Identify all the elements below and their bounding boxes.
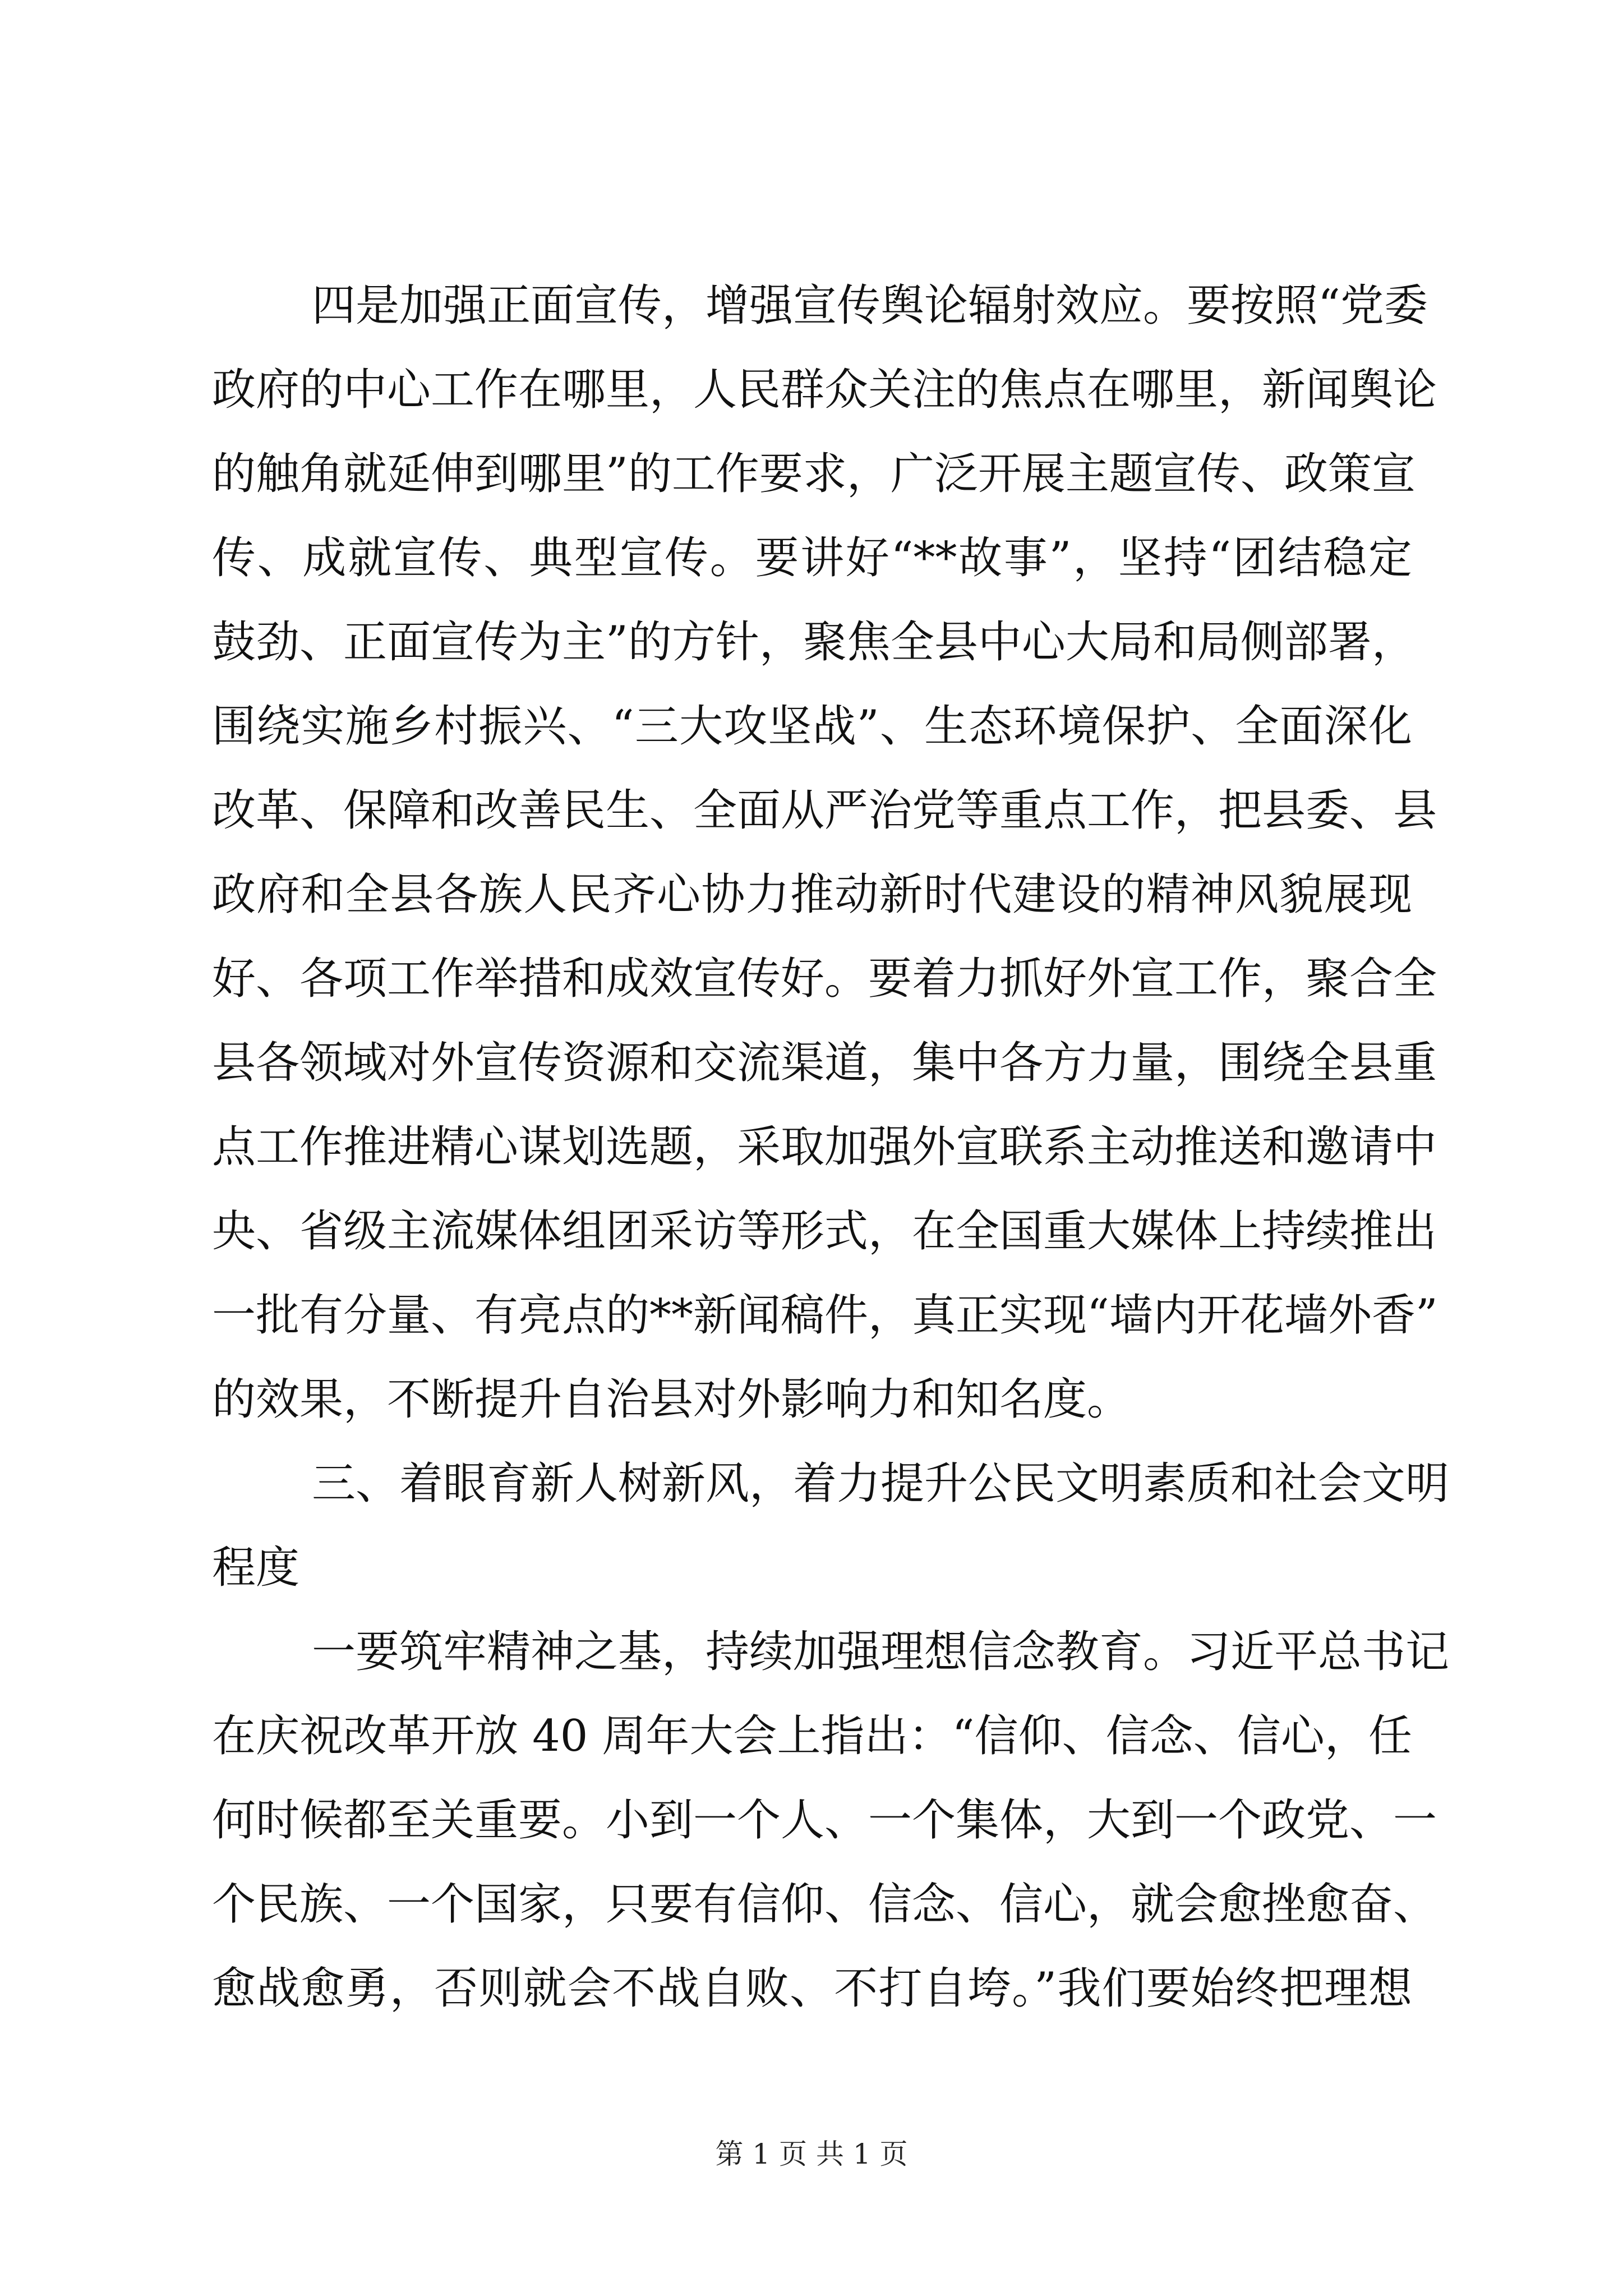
paragraph-line: 改革、保障和改善民生、全面从严治党等重点工作，把县委、县 xyxy=(212,785,1437,836)
paragraph-line: 一要筑牢精神之基，持续加强理想信念教育。习近平总书记 xyxy=(312,1627,1450,1677)
paragraph-line: 在庆祝改革开放 40 周年大会上指出：“信仰、信念、信心，任 xyxy=(212,1711,1412,1761)
paragraph-line: 何时候都至关重要。小到一个人、一个集体，大到一个政党、一 xyxy=(212,1795,1437,1846)
paragraph-line: 传、成就宣传、典型宣传。要讲好“**故事”，坚持“团结稳定 xyxy=(212,533,1412,583)
paragraph-line: 愈战愈勇，否则就会不战自败、不打自垮。”我们要始终把理想 xyxy=(212,1963,1412,2014)
paragraph-line: 央、省级主流媒体组团采访等形式，在全国重大媒体上持续推出 xyxy=(212,1206,1437,1257)
paragraph-line: 个民族、一个国家，只要有信仰、信念、信心，就会愈挫愈奋、 xyxy=(212,1879,1437,1930)
paragraph-line: 的触角就延伸到哪里”的工作要求，广泛开展主题宣传、政策宣 xyxy=(212,449,1415,499)
paragraph-line: 一批有分量、有亮点的**新闻稿件，真正实现“墙内开花墙外香” xyxy=(212,1290,1438,1341)
paragraph-line: 好、各项工作举措和成效宣传好。要着力抓好外宣工作，聚合全 xyxy=(212,954,1437,1004)
paragraph-line: 四是加强正面宣传，增强宣传舆论辐射效应。要按照“党委 xyxy=(312,280,1428,331)
paragraph-line: 县各领域对外宣传资源和交流渠道，集中各方力量，围绕全县重 xyxy=(212,1038,1437,1088)
paragraph-line: 围绕实施乡村振兴、“三大攻坚战”、生态环境保护、全面深化 xyxy=(212,701,1412,752)
page-number-footer: 第 1 页 共 1 页 xyxy=(715,2138,908,2170)
document-body xyxy=(212,264,1450,2031)
paragraph-line: 政府的中心工作在哪里，人民群众关注的焦点在哪里，新闻舆论 xyxy=(212,365,1437,415)
paragraph-line: 点工作推进精心谋划选题，采取加强外宣联系主动推送和邀请中 xyxy=(212,1122,1437,1172)
section-heading-line: 程度 xyxy=(212,1543,300,1593)
paragraph-line: 的效果，不断提升自治县对外影响力和知名度。 xyxy=(212,1374,1131,1425)
section-heading-line: 三、着眼育新人树新风，着力提升公民文明素质和社会文明 xyxy=(312,1458,1450,1509)
paragraph-line: 政府和全县各族人民齐心协力推动新时代建设的精神风貌展现 xyxy=(212,869,1412,920)
paragraph-line: 鼓劲、正面宣传为主”的方针，聚焦全县中心大局和局侧部署， xyxy=(212,617,1415,668)
